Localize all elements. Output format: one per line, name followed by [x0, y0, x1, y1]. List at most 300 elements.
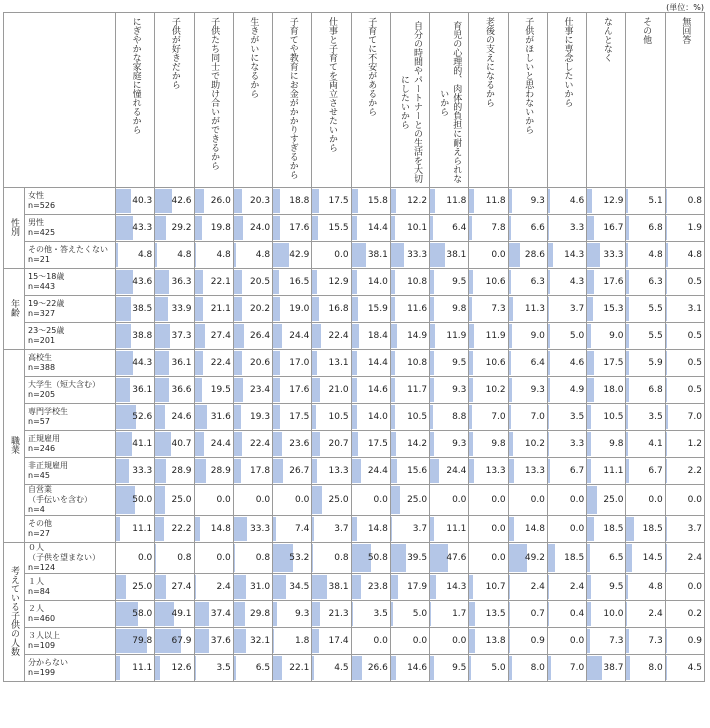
value-bar	[273, 351, 280, 375]
value-bar	[195, 324, 205, 348]
value-cell	[547, 458, 586, 485]
value-bar	[116, 378, 130, 402]
value-bar	[469, 378, 473, 402]
value-label: 4.1	[648, 439, 662, 449]
value-label: 24.4	[211, 439, 231, 449]
value-bar	[469, 324, 474, 348]
value-cell	[508, 601, 547, 628]
group-label-text: 性別	[9, 218, 19, 236]
value-cell	[547, 431, 586, 458]
value-label: 33.3	[407, 250, 427, 260]
value-bar	[312, 656, 314, 680]
value-bar	[273, 216, 280, 240]
value-label: 11.9	[486, 331, 506, 341]
value-bar	[195, 602, 209, 626]
value-label: 9.3	[452, 439, 466, 449]
value-bar	[548, 216, 549, 240]
value-cell	[273, 350, 312, 377]
value-cell	[665, 404, 704, 431]
value-cell	[626, 188, 665, 215]
value-cell	[233, 323, 272, 350]
value-bar	[430, 243, 445, 267]
value-label: 9.5	[452, 277, 466, 287]
value-label: 0.0	[491, 250, 505, 260]
value-bar	[666, 459, 667, 483]
value-cell	[469, 242, 508, 269]
value-cell	[233, 269, 272, 296]
value-cell	[351, 458, 390, 485]
value-cell	[312, 296, 351, 323]
value-label: 4.8	[138, 250, 152, 260]
row-label: ２人 n=460	[25, 601, 116, 628]
value-bar	[234, 405, 241, 429]
value-label: 1.2	[688, 439, 702, 449]
table-row	[4, 296, 705, 323]
value-cell	[194, 296, 233, 323]
value-bar	[312, 297, 318, 321]
value-bar	[587, 189, 592, 213]
value-bar	[195, 517, 201, 541]
header-corner	[4, 13, 116, 188]
value-label: 0.5	[688, 331, 702, 341]
value-label: 33.3	[603, 250, 623, 260]
value-cell	[390, 601, 429, 628]
column-header-label: 子供がほしいと思わないから	[521, 17, 534, 134]
value-bar	[155, 432, 171, 456]
value-bar	[234, 517, 247, 541]
value-bar	[391, 544, 406, 572]
value-label: 0.9	[688, 636, 702, 646]
value-cell	[155, 431, 194, 458]
value-label: 38.1	[329, 582, 349, 592]
value-label: 16.8	[329, 304, 349, 314]
value-label: 19.8	[211, 223, 231, 233]
value-label: 28.9	[211, 466, 231, 476]
value-label: 37.3	[171, 331, 191, 341]
value-label: 43.6	[132, 277, 152, 287]
value-label: 37.6	[211, 636, 231, 646]
value-cell	[469, 431, 508, 458]
value-bar	[273, 432, 282, 456]
value-bar	[352, 378, 358, 402]
survey-table	[3, 12, 705, 682]
table-row	[4, 458, 705, 485]
value-cell	[587, 543, 626, 574]
value-bar	[391, 243, 404, 267]
value-cell	[626, 516, 665, 543]
value-bar	[430, 297, 434, 321]
value-cell	[508, 296, 547, 323]
value-cell	[626, 215, 665, 242]
column-header-label: 子供が好きだから	[168, 17, 181, 89]
value-label: 22.4	[250, 439, 270, 449]
value-label: 47.6	[446, 553, 466, 563]
value-bar	[155, 656, 160, 680]
value-label: 79.8	[132, 636, 152, 646]
value-cell	[469, 543, 508, 574]
value-label: 9.0	[531, 331, 545, 341]
value-bar	[587, 517, 594, 541]
value-cell	[430, 431, 469, 458]
value-cell	[155, 516, 194, 543]
value-cell	[469, 269, 508, 296]
value-bar	[116, 270, 133, 294]
column-header-label: 老後の支えになるから	[482, 17, 495, 107]
value-bar	[312, 575, 327, 599]
value-label: 7.8	[491, 223, 505, 233]
value-label: 7.3	[648, 636, 662, 646]
value-cell	[155, 574, 194, 601]
value-cell	[233, 601, 272, 628]
value-bar	[626, 378, 629, 402]
value-cell	[665, 543, 704, 574]
value-cell	[312, 655, 351, 682]
value-cell	[312, 458, 351, 485]
value-label: 21.1	[211, 304, 231, 314]
value-label: 6.7	[648, 466, 662, 476]
value-bar	[430, 270, 434, 294]
value-bar	[273, 270, 279, 294]
value-bar	[469, 575, 473, 599]
value-label: 3.5	[648, 412, 662, 422]
value-cell	[351, 543, 390, 574]
value-cell	[508, 485, 547, 516]
row-label: １人 n=84	[25, 574, 116, 601]
value-label: 58.0	[132, 609, 152, 619]
column-header-label: 生きがいになるから	[246, 17, 259, 98]
value-label: 18.4	[368, 331, 388, 341]
value-bar	[312, 351, 317, 375]
value-bar	[234, 351, 242, 375]
value-label: 14.9	[407, 331, 427, 341]
value-label: 8.0	[648, 663, 662, 673]
value-bar	[509, 216, 512, 240]
row-label: ０人 （子供を望まない） n=124	[25, 543, 116, 574]
value-bar	[234, 189, 242, 213]
value-label: 0.0	[138, 553, 152, 563]
value-bar	[195, 432, 204, 456]
value-bar	[509, 270, 511, 294]
value-bar	[234, 270, 242, 294]
value-cell	[665, 485, 704, 516]
value-label: 17.6	[603, 277, 623, 287]
value-cell	[587, 188, 626, 215]
value-cell	[626, 458, 665, 485]
value-cell	[626, 323, 665, 350]
value-label: 0.0	[688, 495, 702, 505]
value-cell	[469, 458, 508, 485]
table-row	[4, 242, 705, 269]
value-label: 14.0	[368, 412, 388, 422]
value-label: 0.9	[531, 636, 545, 646]
value-bar	[626, 544, 632, 572]
value-cell	[587, 350, 626, 377]
value-label: 14.6	[407, 663, 427, 673]
value-cell	[233, 350, 272, 377]
value-label: 13.5	[486, 609, 506, 619]
value-label: 7.4	[295, 524, 309, 534]
value-bar	[312, 432, 320, 456]
value-label: 24.0	[250, 223, 270, 233]
value-cell	[116, 543, 155, 574]
value-bar	[509, 324, 512, 348]
value-cell	[390, 516, 429, 543]
value-label: 10.6	[486, 358, 506, 368]
value-bar	[469, 459, 474, 483]
value-bar	[352, 517, 358, 541]
value-label: 5.0	[413, 609, 427, 619]
column-header-label: その他	[639, 17, 652, 44]
table-row	[4, 188, 705, 215]
value-label: 18.0	[603, 385, 623, 395]
value-bar	[352, 324, 359, 348]
value-cell	[587, 431, 626, 458]
value-cell	[273, 574, 312, 601]
value-label: 24.4	[446, 466, 466, 476]
value-label: 67.9	[171, 636, 191, 646]
value-bar	[509, 656, 512, 680]
value-cell	[312, 516, 351, 543]
value-cell	[155, 404, 194, 431]
value-label: 17.5	[368, 439, 388, 449]
value-label: 11.1	[132, 663, 152, 673]
value-bar	[155, 189, 171, 213]
value-label: 2.4	[648, 609, 662, 619]
value-cell	[587, 242, 626, 269]
value-cell	[194, 188, 233, 215]
value-label: 32.1	[250, 636, 270, 646]
value-label: 14.8	[525, 524, 545, 534]
value-label: 12.9	[603, 196, 623, 206]
value-cell	[547, 188, 586, 215]
value-cell	[312, 242, 351, 269]
value-cell	[547, 377, 586, 404]
row-label: その他・答えたくない n=21	[25, 242, 116, 269]
value-bar	[391, 351, 395, 375]
value-cell	[508, 431, 547, 458]
value-label: 14.6	[368, 385, 388, 395]
value-cell	[194, 655, 233, 682]
value-bar	[469, 656, 471, 680]
value-bar	[234, 378, 243, 402]
value-label: 11.8	[486, 196, 506, 206]
value-label: 19.3	[250, 412, 270, 422]
value-cell	[665, 269, 704, 296]
value-cell	[587, 296, 626, 323]
value-label: 28.9	[171, 466, 191, 476]
value-cell	[626, 543, 665, 574]
value-bar	[273, 602, 277, 626]
value-bar	[509, 378, 513, 402]
value-cell	[273, 485, 312, 516]
value-bar	[155, 486, 165, 514]
row-label: 15〜18歳 n=443	[25, 269, 116, 296]
column-header-label: 仕事に専念したいから	[561, 17, 574, 107]
value-label: 29.2	[171, 223, 191, 233]
value-cell	[351, 188, 390, 215]
value-cell	[273, 431, 312, 458]
value-cell	[587, 269, 626, 296]
value-bar	[587, 602, 591, 626]
value-label: 27.4	[211, 331, 231, 341]
value-bar	[430, 575, 435, 599]
value-bar	[587, 297, 593, 321]
value-bar	[587, 216, 593, 240]
value-bar	[391, 378, 395, 402]
value-label: 13.1	[329, 358, 349, 368]
value-cell	[508, 215, 547, 242]
value-label: 2.4	[216, 582, 230, 592]
value-label: 10.0	[603, 609, 623, 619]
value-label: 4.5	[688, 663, 702, 673]
value-cell	[469, 655, 508, 682]
value-cell	[312, 543, 351, 574]
table-row	[4, 516, 705, 543]
value-cell	[233, 543, 272, 574]
value-cell	[312, 601, 351, 628]
value-cell	[233, 377, 272, 404]
value-bar	[312, 405, 316, 429]
value-label: 2.4	[688, 553, 702, 563]
value-label: 17.4	[329, 636, 349, 646]
value-cell	[626, 628, 665, 655]
value-cell	[665, 574, 704, 601]
value-cell	[116, 404, 155, 431]
value-bar	[195, 243, 197, 267]
value-cell	[626, 485, 665, 516]
value-label: 24.4	[289, 331, 309, 341]
value-bar	[548, 243, 553, 267]
value-bar	[587, 575, 591, 599]
table-row	[4, 601, 705, 628]
row-label: 大学生（短大含む） n=205	[25, 377, 116, 404]
value-bar	[352, 189, 358, 213]
value-label: 6.3	[531, 277, 545, 287]
unit-label: (単位：%)	[666, 2, 704, 13]
value-label: 0.5	[688, 277, 702, 287]
value-cell	[469, 377, 508, 404]
value-cell	[430, 242, 469, 269]
value-bar	[430, 517, 434, 541]
value-cell	[547, 574, 586, 601]
value-cell	[351, 296, 390, 323]
value-cell	[508, 404, 547, 431]
value-label: 3.5	[570, 412, 584, 422]
value-cell	[547, 242, 586, 269]
value-cell	[508, 458, 547, 485]
value-label: 4.6	[570, 196, 584, 206]
value-label: 0.0	[531, 495, 545, 505]
value-label: 9.3	[531, 385, 545, 395]
value-cell	[273, 404, 312, 431]
value-label: 9.5	[452, 358, 466, 368]
value-cell	[116, 655, 155, 682]
group-label-text: 年齢	[9, 299, 19, 317]
value-label: 9.8	[609, 439, 623, 449]
value-bar	[430, 324, 435, 348]
value-cell	[626, 431, 665, 458]
value-cell	[430, 404, 469, 431]
column-header	[194, 13, 233, 188]
value-cell	[547, 323, 586, 350]
value-bar	[234, 324, 244, 348]
value-bar	[155, 270, 169, 294]
value-bar	[626, 602, 627, 626]
value-label: 34.5	[289, 582, 309, 592]
value-label: 6.4	[531, 358, 545, 368]
value-label: 6.6	[531, 223, 545, 233]
value-label: 6.3	[648, 277, 662, 287]
value-cell	[508, 574, 547, 601]
value-cell	[430, 323, 469, 350]
value-label: 9.3	[452, 385, 466, 395]
value-label: 4.8	[177, 250, 191, 260]
column-header	[587, 13, 626, 188]
value-cell	[665, 628, 704, 655]
value-cell	[194, 323, 233, 350]
value-label: 9.0	[609, 331, 623, 341]
value-cell	[626, 655, 665, 682]
value-bar	[587, 243, 600, 267]
column-header	[273, 13, 312, 188]
value-bar	[234, 459, 241, 483]
value-label: 0.5	[688, 358, 702, 368]
value-cell	[233, 404, 272, 431]
value-label: 10.8	[407, 358, 427, 368]
value-label: 17.6	[289, 223, 309, 233]
value-label: 4.8	[648, 250, 662, 260]
value-bar	[430, 378, 434, 402]
value-cell	[116, 377, 155, 404]
value-cell	[587, 377, 626, 404]
value-label: 2.4	[531, 582, 545, 592]
value-bar	[116, 189, 131, 213]
value-cell	[508, 543, 547, 574]
value-bar	[312, 378, 320, 402]
group-label-text: 考えている子供の人数	[9, 566, 19, 656]
value-label: 0.0	[570, 495, 584, 505]
value-label: 36.1	[132, 385, 152, 395]
value-bar	[587, 324, 590, 348]
value-label: 18.5	[564, 553, 584, 563]
value-label: 6.5	[609, 553, 623, 563]
value-bar	[391, 656, 397, 680]
value-cell	[312, 215, 351, 242]
value-cell	[626, 574, 665, 601]
value-cell	[665, 242, 704, 269]
value-bar	[509, 189, 513, 213]
value-cell	[351, 601, 390, 628]
value-label: 6.8	[648, 223, 662, 233]
value-cell	[194, 458, 233, 485]
value-label: 3.7	[413, 524, 427, 534]
value-label: 5.0	[491, 663, 505, 673]
table-row	[4, 655, 705, 682]
header-row	[4, 13, 705, 188]
value-label: 4.8	[256, 250, 270, 260]
value-label: 1.8	[295, 636, 309, 646]
value-cell	[273, 516, 312, 543]
value-label: 53.2	[289, 553, 309, 563]
table-row	[4, 350, 705, 377]
value-bar	[155, 459, 166, 483]
value-label: 0.8	[256, 553, 270, 563]
value-label: 7.0	[688, 412, 702, 422]
value-cell	[390, 485, 429, 516]
value-label: 10.7	[486, 582, 506, 592]
column-header-label: 子育てや教育にお金がかかりすぎるから	[286, 17, 299, 179]
value-bar	[391, 270, 395, 294]
